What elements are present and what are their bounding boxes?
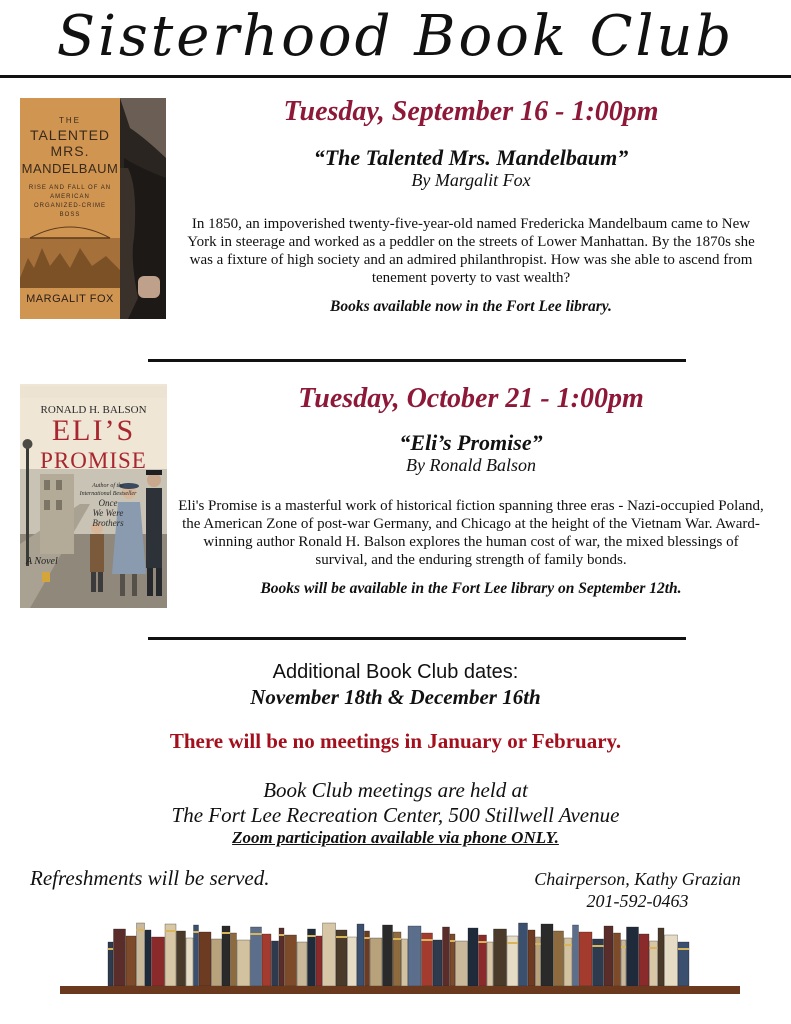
book-spine-band <box>108 948 113 950</box>
book-spine <box>494 929 507 986</box>
book-spine <box>262 934 271 986</box>
book-spine <box>177 931 186 986</box>
bookshelf-art <box>60 918 740 996</box>
book-spine-band <box>536 943 541 945</box>
book-spine <box>126 936 136 986</box>
cover-subtitle: RISE AND FALL OF AN AMERICAN ORGANIZED-CRIME BOSS <box>28 185 112 218</box>
book-spine-band <box>422 939 433 941</box>
book-spine <box>579 932 592 986</box>
book-description: In 1850, an impoverished twenty-five-year-old named Fredericka Mandelbaum came to New York in steerage and worked as a peddler on the streets of Lower Manhattan. By the 1870s she was a fixture of high society and an admired philanthropist. How was she able to ascend from tenement poverty to vast wealth? <box>187 216 755 286</box>
book-spine <box>573 925 579 986</box>
refreshments-note: Refreshments will be served. <box>30 866 270 890</box>
additional-dates: November 18th & December 16th <box>250 685 541 709</box>
book-description: Eli's Promise is a masterful work of historical fiction spanning three eras - Nazi-occupied Poland, the American Zone of post-war Germany, and Chicago at the height of the Vietnam War. Award-winning author Ronald H. Balson explores the human cost of war, the mixed blessings of survival, and the enduring strength of family bonds. <box>178 498 764 568</box>
section-divider <box>148 637 686 640</box>
cover-top-quote-strip <box>20 386 167 398</box>
book-spine-band <box>308 935 316 937</box>
no-meetings-notice: There will be no meetings in January or February. <box>169 729 622 753</box>
availability-note: Books available now in the Fort Lee library. <box>330 298 612 315</box>
book-spine <box>365 931 370 986</box>
additional-dates-heading: Additional Book Club dates: <box>272 661 519 683</box>
book-spine-band <box>393 938 401 940</box>
book-spine <box>199 932 211 986</box>
section-divider <box>148 359 686 362</box>
event-date: Tuesday, September 16 - 1:00pm <box>283 96 659 127</box>
cover-title-line2: PROMISE <box>40 448 147 473</box>
book-spine-band <box>365 937 370 939</box>
book-spine-band <box>564 944 572 946</box>
book-spine <box>323 923 336 986</box>
book-cover-mandelbaum <box>20 98 166 319</box>
page-title: Sisterhood Book Club <box>56 4 735 69</box>
cover-title-line2: TALENTED <box>29 127 111 143</box>
book-spine <box>541 924 553 986</box>
shelf-board <box>60 986 740 994</box>
book-spine <box>443 927 450 986</box>
book-spine-band <box>621 946 626 948</box>
cover-novel-label: A Novel <box>26 556 58 567</box>
book-spine <box>627 927 639 986</box>
book-spine-band <box>507 942 518 944</box>
cover-title-line3: MRS. <box>50 143 90 159</box>
book-spine <box>231 933 237 986</box>
cover-blurb-line4: We Were <box>92 508 124 518</box>
book-spine <box>336 930 347 986</box>
event-date: Tuesday, October 21 - 1:00pm <box>298 383 644 414</box>
chair-phone: 201-592-0463 <box>586 891 689 911</box>
book-spine <box>528 930 535 986</box>
book-spine <box>212 939 222 986</box>
book-spine <box>186 938 193 986</box>
book-spine <box>297 942 307 986</box>
cover-blurb-line3: Once <box>98 498 118 508</box>
book-spine <box>279 928 284 986</box>
book-spine-band <box>279 934 284 936</box>
book-spine <box>370 938 382 986</box>
bookshelf-illustration <box>60 918 740 996</box>
book-spine-band <box>336 936 347 938</box>
book-spine <box>456 941 468 986</box>
book-spine-band <box>137 929 145 931</box>
cover-blurb-line1: Author of the <box>92 483 124 489</box>
book-spine <box>554 931 564 986</box>
book-spine <box>152 937 165 986</box>
book-spine <box>137 923 145 986</box>
header-divider <box>0 75 791 78</box>
book-spine <box>357 924 364 986</box>
book-spine <box>614 933 621 986</box>
book-title: “The Talented Mrs. Mandelbaum” <box>313 145 629 170</box>
book-spine <box>487 942 493 986</box>
book-spine <box>402 939 408 986</box>
cover-blurb-line5: Brothers <box>92 518 124 528</box>
book-spine <box>222 926 230 986</box>
book-spine <box>665 935 678 986</box>
book-spine <box>393 932 401 986</box>
cover-blurb-line2: International Bestseller <box>79 491 137 497</box>
book-spine <box>408 926 421 986</box>
book-spine <box>468 928 478 986</box>
book-author: By Margalit Fox <box>411 170 531 190</box>
cover-author: MARGALIT FOX <box>26 293 114 305</box>
book-spine-band <box>593 945 604 947</box>
location-line1: Book Club meetings are held at <box>263 778 528 802</box>
book-spine <box>285 935 297 986</box>
cover-title-line4: MANDELBAUM <box>21 161 119 176</box>
book-spine <box>348 937 357 986</box>
book-spine <box>519 923 528 986</box>
book-author: By Ronald Balson <box>406 455 536 475</box>
book-spine <box>145 930 151 986</box>
book-spine <box>604 926 613 986</box>
cover-author: RONALD H. BALSON <box>40 404 147 416</box>
book-spine <box>165 924 176 986</box>
book-spine-band <box>479 941 487 943</box>
cover-title-line1: ELI’S <box>51 414 136 447</box>
book-spine-band <box>450 940 455 942</box>
book-spine <box>237 940 250 986</box>
book-spine <box>308 929 316 986</box>
zoom-note: Zoom participation available via phone ONLY. <box>232 828 559 847</box>
book-spine <box>383 925 393 986</box>
book-spine <box>639 934 649 986</box>
book-spine-band <box>251 933 262 935</box>
availability-note: Books will be available in the Fort Lee library on September 12th. <box>260 580 682 597</box>
book-spine <box>114 929 126 986</box>
book-spine-band <box>678 948 689 950</box>
book-spine-band <box>650 947 658 949</box>
book-cover-elis-promise <box>20 384 167 608</box>
location-line2: The Fort Lee Recreation Center, 500 Stillwell Avenue <box>171 803 620 827</box>
book-spine <box>658 928 664 986</box>
book-spine-band <box>222 932 230 934</box>
chairperson: Chairperson, Kathy Grazian <box>534 869 741 889</box>
book-spine <box>194 925 199 986</box>
cover-title-line1: THE <box>59 116 81 125</box>
book-spine <box>272 941 279 986</box>
book-spine-band <box>194 931 199 933</box>
book-title: “Eli’s Promise” <box>399 430 543 455</box>
book-spine <box>316 936 322 986</box>
book-spine <box>433 940 442 986</box>
book-spine <box>251 927 262 986</box>
book-spine-band <box>165 930 176 932</box>
